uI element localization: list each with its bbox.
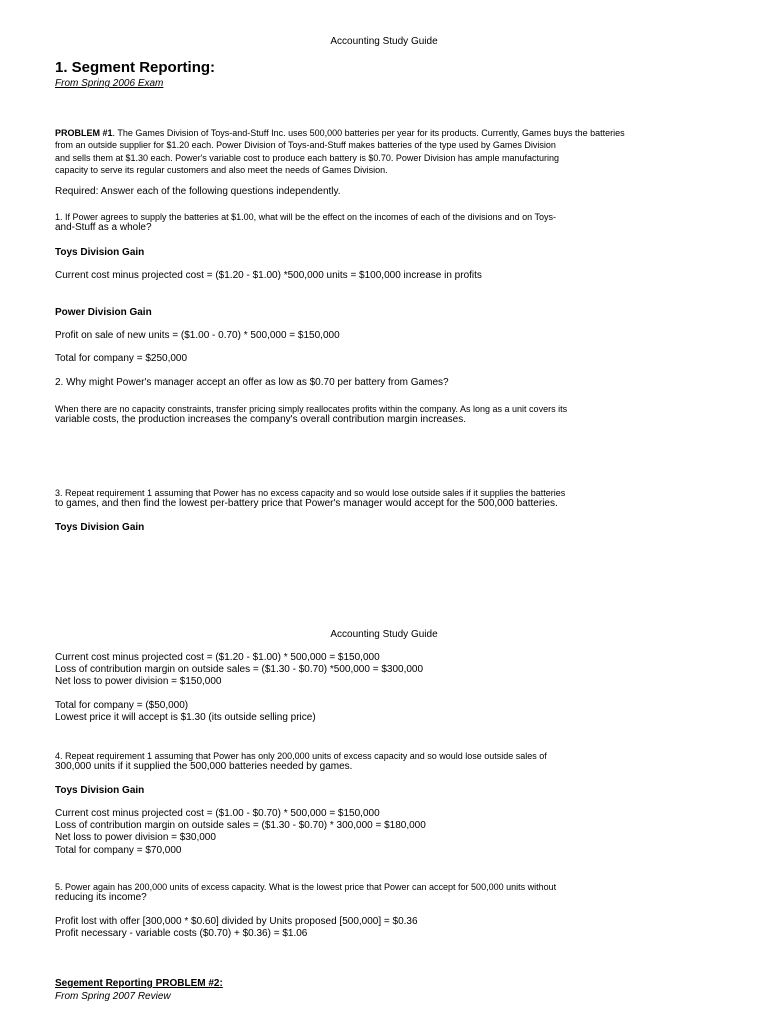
question-3-total-block [55, 700, 695, 724]
question-3-calc-block [55, 652, 695, 689]
calc-line: Profit necessary - variable costs ($0.70) + $0.36) = $1.06 [55, 928, 308, 940]
calc-line: Current cost minus projected cost = ($1.20 - $1.00) * 500,000 = $150,000 [55, 652, 380, 663]
page-header: Accounting Study Guide [330, 629, 438, 640]
calc-line: Loss of contribution margin on outside sales = ($1.30 - $0.70) * 300,000 = $180,000 [55, 820, 426, 832]
calc-line: Current cost minus projected cost = ($1.00 - $0.70) * 500,000 = $150,000 [55, 808, 380, 819]
company-total: Total for company = $250,000 [55, 353, 188, 364]
toys-division-heading: Toys Division Gain [55, 522, 145, 533]
question-5-calc-block [55, 916, 695, 940]
problem1-line: capacity to serve its regular customers and also meet the needs of Games Division. [55, 164, 388, 175]
question-5-line2: reducing its income? [55, 892, 147, 903]
question-2-answer-line1: When there are no capacity constraints, transfer pricing simply reallocates profits within the company. As long as a unit covers its [55, 404, 568, 414]
problem1-statement [55, 127, 675, 176]
question-1-line1: 1. If Power agrees to supply the batteries at $1.00, what will be the effect on the incomes of each of the divisions and on Toys- [55, 212, 556, 222]
problem1-line: . The Games Division of Toys-and-Stuff Inc. uses 500,000 batteries per year for its products. Currently, Games buys the batteries [112, 128, 625, 138]
section-heading: 1. Segment Reporting: [55, 59, 216, 76]
calc-line: Total for company = $70,000 [55, 844, 182, 856]
calc-line: Net loss to power division = $30,000 [55, 832, 216, 844]
question-1-line2: and-Stuff as a whole? [55, 222, 152, 233]
company-total: Total for company = ($50,000) [55, 700, 189, 711]
toys-division-calc: Current cost minus projected cost = ($1.20 - $1.00) *500,000 units = $100,000 increase in profits [55, 270, 482, 281]
question-2-answer-line2: variable costs, the production increases the company's overall contribution margin increases. [55, 414, 467, 425]
question-3-line1: 3. Repeat requirement 1 assuming that Power has no excess capacity and so would lose outside sales if it supplies the batteries [55, 488, 566, 498]
question-2: 2. Why might Power's manager accept an offer as low as $0.70 per battery from Games? [55, 377, 449, 388]
question-5-line1: 5. Power again has 200,000 units of excess capacity. What is the lowest price that Power can accept for 500,000 units without [55, 882, 557, 892]
problem2-heading: Segement Reporting PROBLEM #2: [55, 978, 223, 989]
question-4-line2: 300,000 units if it supplied the 500,000 batteries needed by games. [55, 761, 353, 772]
problem2-source: From Spring 2007 Review [55, 991, 171, 1002]
question-3-line2: to games, and then find the lowest per-battery price that Power's manager would accept for the 500,000 batteries. [55, 498, 558, 509]
toys-division-heading: Toys Division Gain [55, 247, 145, 258]
question-4-calc-block [55, 808, 695, 857]
required-text: Required: Answer each of the following questions independently. [55, 186, 341, 197]
calc-line: Profit lost with offer [300,000 * $0.60] divided by Units proposed [500,000] = $0.36 [55, 916, 418, 927]
problem1-line: and sells them at $1.30 each. Power's variable cost to produce each battery is $0.70. Power Division has ample manufacturing [55, 152, 559, 163]
toys-division-heading: Toys Division Gain [55, 785, 145, 796]
page-header: Accounting Study Guide [330, 36, 438, 47]
problem1-label: PROBLEM #1 [55, 128, 113, 138]
power-division-calc: Profit on sale of new units = ($1.00 - 0.70) * 500,000 = $150,000 [55, 330, 340, 341]
lowest-price: Lowest price it will accept is $1.30 (its outside selling price) [55, 712, 316, 724]
calc-line: Net loss to power division = $150,000 [55, 676, 222, 688]
calc-line: Loss of contribution margin on outside sales = ($1.30 - $0.70) *500,000 = $300,000 [55, 664, 424, 676]
question-4-line1: 4. Repeat requirement 1 assuming that Power has only 200,000 units of excess capacity and so would lose outside sales of [55, 751, 547, 761]
problem1-line: from an outside supplier for $1.20 each. Power Division of Toys-and-Stuff makes batteries of the type used by Games Division [55, 140, 556, 151]
section-source: From Spring 2006 Exam [55, 78, 164, 89]
power-division-heading: Power Division Gain [55, 307, 152, 318]
